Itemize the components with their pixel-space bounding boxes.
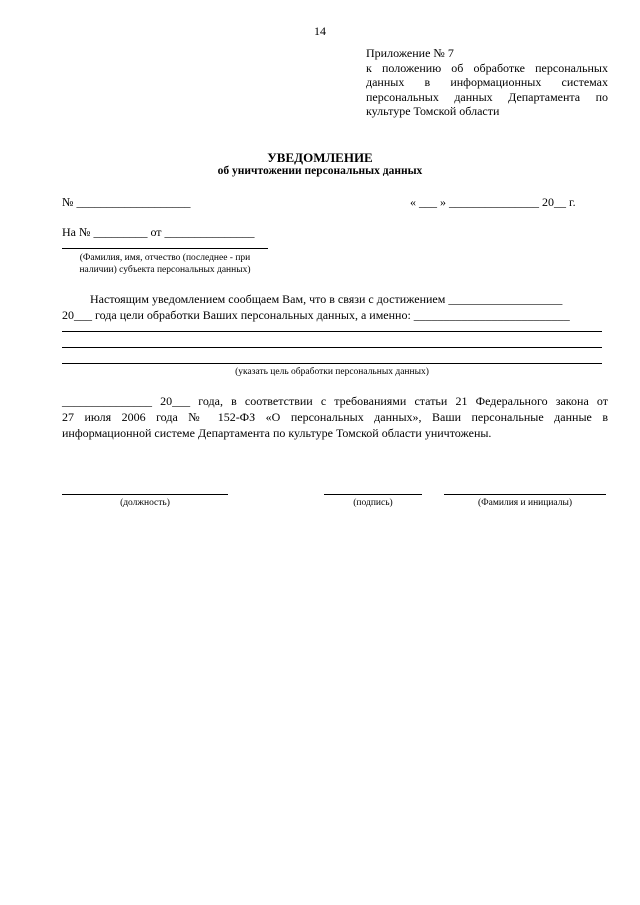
paragraph1-line2: 20___ года цели обработки Ваших персональных данных, а именно: __________________________: [62, 308, 570, 322]
name-initials-caption: (Фамилия и инициалы): [477, 498, 573, 508]
page-number: 14: [314, 24, 326, 38]
paragraph1-line1: Настоящим уведомлением сообщаем Вам, что в связи с достижением ___________________: [90, 292, 563, 306]
appendix-line: данных в информационных системах: [366, 75, 608, 89]
subject-name-line[interactable]: [62, 248, 268, 249]
document-title: УВЕДОМЛЕНИЕ: [267, 150, 373, 165]
appendix-title: Приложение № 7: [366, 46, 454, 60]
appendix-line: персональных данных Департамента по: [366, 90, 608, 104]
signature-caption: (подпись): [353, 498, 393, 508]
subject-caption-1: (Фамилия, имя, отчество (последнее - при: [79, 253, 251, 263]
purpose-line-1[interactable]: [62, 331, 602, 332]
purpose-caption: (указать цель обработки персональных данных): [235, 367, 429, 377]
position-signature-line[interactable]: [62, 494, 228, 495]
notice-number-field[interactable]: № ___________________: [62, 195, 191, 209]
document-subtitle: об уничтожении персональных данных: [217, 165, 423, 177]
notice-date-field[interactable]: « ___ » _______________ 20__ г.: [410, 195, 576, 209]
name-initials-line[interactable]: [444, 494, 606, 495]
appendix-line: к положению об обработке персональных: [366, 61, 608, 75]
purpose-line-3[interactable]: [62, 363, 602, 364]
purpose-line-2[interactable]: [62, 347, 602, 348]
paragraph2-line2: 27 июля 2006 года № 152-ФЗ «О персональных данных», Ваши персональные данные в: [62, 410, 608, 424]
subject-caption-2: наличии) субъекта персональных данных): [79, 265, 251, 275]
appendix-line: культуре Томской области: [366, 104, 500, 118]
signature-line[interactable]: [324, 494, 422, 495]
paragraph2-line1: _______________ 20___ года, в соответствии с требованиями статьи 21 Федерального закона от: [62, 394, 608, 408]
paragraph2-line3: информационной системе Департамента по культуре Томской области уничтожены.: [62, 426, 492, 440]
position-caption: (должность): [120, 498, 170, 508]
reference-number-field[interactable]: На № _________ от _______________: [62, 225, 255, 239]
